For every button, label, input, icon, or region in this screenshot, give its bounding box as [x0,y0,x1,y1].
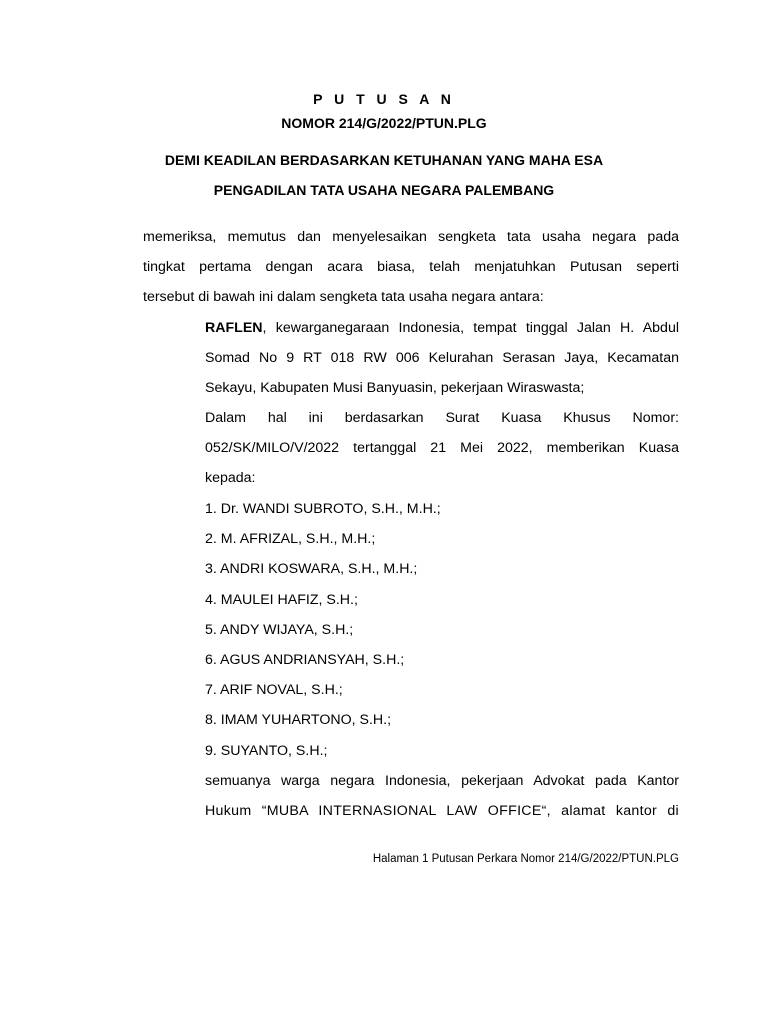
plaintiff-line-2: Somad No 9 RT 018 RW 006 Kelurahan Serasan Jaya, Kecamatan [205,350,679,366]
plaintiff-name: RAFLEN [205,320,263,336]
court-name: PENGADILAN TATA USAHA NEGARA PALEMBANG [213,182,555,198]
lawyer-item: 6. AGUS ANDRIANSYAH, S.H.; [205,652,405,668]
plaintiff-line-1-text: , kewarganegaraan Indonesia, tempat tinggal Jalan H. Abdul [262,320,679,336]
plaintiff-line-1 [205,319,679,337]
lawyer-item: 4. MAULEI HAFIZ, S.H.; [205,592,358,608]
plaintiff-line-3: Sekayu, Kabupaten Musi Banyuasin, pekerjaan Wiraswasta; [205,380,585,396]
attorney-line-3: kepada: [205,470,256,486]
lawyer-item: 9. SUYANTO, S.H.; [205,743,328,759]
page-footer: Halaman 1 Putusan Perkara Nomor 214/G/2022/PTUN.PLG [372,853,679,865]
closing-line-1: semuanya warga negara Indonesia, pekerjaan Advokat pada Kantor [205,773,679,789]
lawyer-item: 1. Dr. WANDI SUBROTO, S.H., M.H.; [205,501,441,517]
document-title: P U T U S A N [313,91,455,107]
intro-line-1: memeriksa, memutus dan menyelesaikan sengketa tata usaha negara pada [143,229,679,245]
attorney-line-1: Dalam hal ini berdasarkan Surat Kuasa Khusus Nomor: [205,410,679,426]
intro-line-3: tersebut di bawah ini dalam sengketa tata usaha negara antara: [143,289,544,305]
case-number: NOMOR 214/G/2022/PTUN.PLG [281,115,487,131]
intro-line-2: tingkat pertama dengan acara biasa, telah menjatuhkan Putusan seperti [143,259,679,275]
lawyer-item: 2. M. AFRIZAL, S.H., M.H.; [205,531,376,547]
invocation-heading: DEMI KEADILAN BERDASARKAN KETUHANAN YANG MAHA ESA [164,152,604,168]
lawyer-item: 7. ARIF NOVAL, S.H.; [205,682,343,698]
lawyer-item: 3. ANDRI KOSWARA, S.H., M.H.; [205,561,418,577]
lawyer-item: 8. IMAM YUHARTONO, S.H.; [205,712,392,728]
lawyer-item: 5. ANDY WIJAYA, S.H.; [205,622,354,638]
closing-line-2: Hukum “MUBA INTERNASIONAL LAW OFFICE“, alamat kantor di [205,803,679,819]
attorney-line-2: 052/SK/MILO/V/2022 tertanggal 21 Mei 2022, memberikan Kuasa [205,440,679,456]
